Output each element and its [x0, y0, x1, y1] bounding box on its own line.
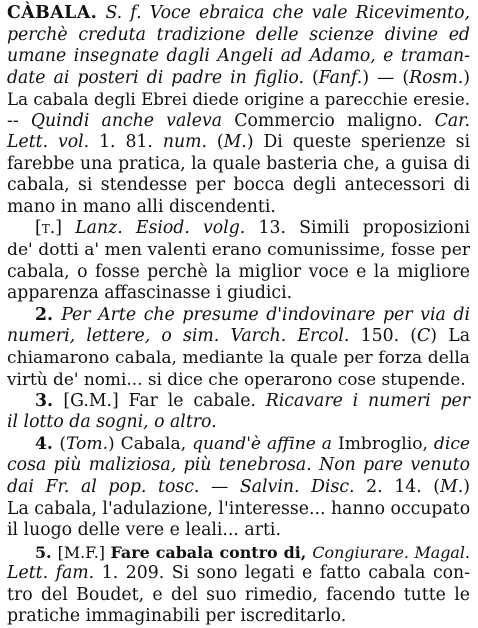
- text-line: [7, 283, 470, 305]
- text-run: M.: [223, 132, 247, 153]
- text-run: Lett. fam.: [7, 563, 102, 584]
- text-run: farebbe una pratica, la quale basteria che, a guisa di: [7, 153, 470, 174]
- text-run: num.: [162, 132, 207, 153]
- text-line: [7, 326, 470, 348]
- text-run: de' dotti a' men valenti erano comunissime, fosse per: [7, 240, 470, 261]
- text-line: [7, 369, 470, 391]
- sense-4: [7, 434, 470, 542]
- text-line: [7, 412, 470, 434]
- text-line: [7, 262, 470, 284]
- sense-2: [7, 305, 470, 391]
- text-run: Fanf.: [318, 67, 363, 88]
- text-run: Commercio maligno.: [234, 110, 435, 131]
- text-run: chiamarono cabala, mediante la quale per forza della: [7, 347, 470, 368]
- text-line: [7, 111, 470, 133]
- text-line: [7, 455, 470, 477]
- text-run: virtù de' nomi... si dice che operarono cose stupende.: [7, 369, 466, 390]
- text-run: tro del Boudet, e del suo rimedio, facendo tutte le: [7, 584, 470, 605]
- text-line: [7, 563, 470, 585]
- sense-main-citation: [7, 218, 470, 304]
- text-run: ): [463, 67, 470, 88]
- text-run: Per Arte che presume d'indovinare per via di: [61, 304, 470, 325]
- text-run: apparenza affascinasse i giudici.: [7, 283, 293, 304]
- text-run: mano in mano alli discendenti.: [7, 196, 276, 217]
- text-run: M.: [440, 477, 464, 498]
- text-run: ) — (: [362, 67, 410, 88]
- text-line: [7, 218, 470, 240]
- text-run: Quindi anche valeva: [30, 110, 235, 131]
- text-run: ) Cabala,: [108, 433, 193, 454]
- text-run: .: [90, 3, 106, 23]
- sense-5: [7, 542, 470, 628]
- text-run: ) Di queste sperienze si: [246, 132, 470, 153]
- text-run: 2. 14. (: [366, 477, 441, 498]
- text-line: [7, 391, 470, 413]
- text-run: 1. 81.: [99, 132, 163, 153]
- text-run: Rosm.: [409, 67, 464, 88]
- text-run: il luogo delle vere e leali... arti.: [7, 520, 281, 541]
- text-run: 4.: [35, 433, 60, 454]
- text-run: numeri, lettere, o sim. Varch. Ercol.: [7, 326, 361, 347]
- text-run: S. f.: [105, 3, 150, 23]
- text-line: [7, 46, 470, 68]
- text-run: pratiche immaginabili per iscreditarlo.: [7, 606, 347, 627]
- text-run: 13. Simili proposizioni: [258, 218, 470, 239]
- text-line: [7, 89, 470, 111]
- text-run: Car.: [434, 110, 470, 131]
- sense-main: [7, 3, 470, 218]
- text-run: cabala, si stendesse per bocca degli antecessori di: [7, 175, 470, 196]
- text-run: perchè creduta tradizione delle scienze divine ed: [7, 24, 470, 45]
- text-run: La cabala degli Ebrei diede origine a parecchie eresie.: [7, 89, 470, 110]
- text-run: La cabala, l'adulazione, l'interesse... hanno occupato: [7, 498, 471, 519]
- text-run: Tom.: [66, 433, 109, 454]
- text-line: [7, 154, 470, 176]
- text-line: [7, 3, 470, 25]
- text-run: 3.: [35, 390, 64, 411]
- headword: CÀBALA: [7, 3, 91, 23]
- text-line: [7, 585, 470, 607]
- text-run: --: [7, 110, 31, 131]
- text-run: C: [417, 326, 431, 347]
- text-line: [7, 542, 470, 564]
- text-run: [: [35, 218, 42, 239]
- text-line: [7, 434, 470, 456]
- text-line: [7, 606, 470, 628]
- text-line: [7, 68, 470, 90]
- sense-3: [7, 391, 470, 434]
- text-line: [7, 520, 470, 542]
- text-line: [7, 348, 470, 370]
- text-run: [G.M.] Far le cabale.: [63, 390, 266, 411]
- text-run: ): [463, 477, 470, 498]
- text-line: [7, 197, 470, 219]
- text-line: [7, 175, 470, 197]
- text-run: dice: [433, 433, 471, 454]
- text-run: 5.: [35, 542, 58, 562]
- text-run: umane insegnate dagli Angeli ad Adamo, e traman-: [7, 46, 470, 67]
- text-run: Imbroglio,: [337, 433, 434, 454]
- text-run: il lotto da sogni, o altro.: [7, 412, 217, 433]
- text-run: 1. 209. Si sono legati e fatto cabala con-: [101, 563, 471, 584]
- text-run: [M.F.]: [57, 542, 111, 562]
- text-run: quand'è affine a: [192, 433, 338, 454]
- text-run: Lett. vol.: [7, 132, 100, 153]
- text-line: [7, 240, 470, 262]
- text-run: 150. (: [360, 326, 418, 347]
- text-line: [7, 25, 470, 47]
- text-run: cabala, o fosse perchè la miglior voce e la migliore: [7, 261, 470, 282]
- text-run: (: [206, 132, 224, 153]
- text-run: ]: [55, 218, 76, 239]
- text-run: (: [59, 433, 66, 454]
- text-run: ) La: [430, 326, 471, 347]
- text-run: Lanz. Esiod. volg.: [75, 218, 259, 239]
- text-run: (: [304, 67, 319, 88]
- text-run: Ricavare i numeri per: [265, 390, 471, 411]
- text-run: cosa più maliziosa, più tenebrosa. Non pare venuto: [7, 455, 470, 476]
- text-line: [7, 132, 470, 154]
- text-run: Fare cabala contro di,: [110, 542, 313, 562]
- text-run: date ai posteri di padre in figlio.: [7, 67, 305, 88]
- text-line: [7, 477, 470, 499]
- text-run: 2.: [35, 304, 62, 325]
- text-run: t.: [41, 218, 56, 239]
- text-run: Congiurare. Magal.: [312, 542, 470, 562]
- text-line: [7, 305, 470, 327]
- text-run: dai Fr. al pop. tosc. — Salvin. Disc.: [7, 477, 367, 498]
- text-line: [7, 499, 470, 521]
- text-run: Voce ebraica che vale Ricevimento,: [149, 3, 470, 23]
